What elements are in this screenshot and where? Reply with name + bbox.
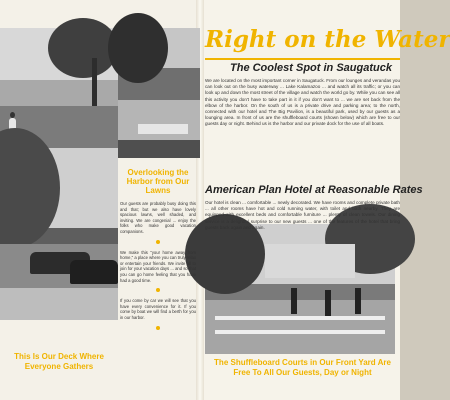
- sidebar-paragraph: Our guests are probably busy doing this and that; but we also have lovely spacious lawns, well shaded, and inviting. We are congenial ... enjoy the folks who make good vacation companions.: [120, 201, 196, 234]
- section-body: We are located on the most important corner in Saugatuck. From our lounges and verandas you can look out on the busy waterway ... Lake Kalamazoo ... and watch all its traffic; or you can look up and down the most street of the village and watch the world go by. While you can see all this activity you don't have to take part in it if you don't want to ... we are set back from the elbow of the harbor. On the south of us is a private drive and parking area; to the north, connected with our hotel and The Big Pavilion, is a beautiful park, used by our guests as a lounging area. In front of us are the shuffleboard courts (shown below) which are free to our guests day or night. Behind us is the harbor and our private dock for the use of all boats.: [205, 78, 401, 127]
- shuffleboard-caption: The Shuffleboard Courts in Our Front Yard Are Free To All Our Guests, Day or Night: [214, 358, 391, 377]
- bullet-dot: [156, 288, 160, 292]
- bullet-dot: [156, 240, 160, 244]
- dock-photo: [118, 28, 200, 158]
- shuffleboard-photo: [205, 224, 395, 354]
- sidebar-paragraph: We make this "your home away from home," a place where you can truly relax or entertain your friends. We invite all to join for your vacation days ... and so that you can go home feeling that you have had a good time.: [120, 249, 196, 283]
- bullet-dot: [156, 326, 160, 330]
- deck-caption: This Is Our Deck Where Everyone Gathers: [14, 352, 104, 371]
- section-heading: American Plan Hotel at Reasonable Rates: [205, 184, 423, 196]
- street-photo: [0, 148, 118, 320]
- sidebar-paragraph: If you come by car we will see that you have every convenience for it. If you come by boat we will find a berth for you in our harbor.: [120, 298, 196, 320]
- section-body: Our hotel is clean ... comfortable ... newly decorated. We have rooms and complete private bath ... all other rooms have hot and cold running water, with toilet and bath nearby. They are equipped with excellent beds and comfortable furniture ... plenty of clean towels. Our dining service is a delightful surprise to our new guests ... one of the features of the hotel that bring guests back again and again.: [205, 200, 400, 230]
- sidebar-text: [120, 168, 196, 336]
- sidebar-heading: Overlooking the Harbor from Our Lawns: [126, 168, 190, 195]
- title-rule: [205, 58, 400, 60]
- section-heading: The Coolest Spot in Saugatuck: [230, 62, 392, 74]
- page-title: Right on the Water: [205, 26, 450, 53]
